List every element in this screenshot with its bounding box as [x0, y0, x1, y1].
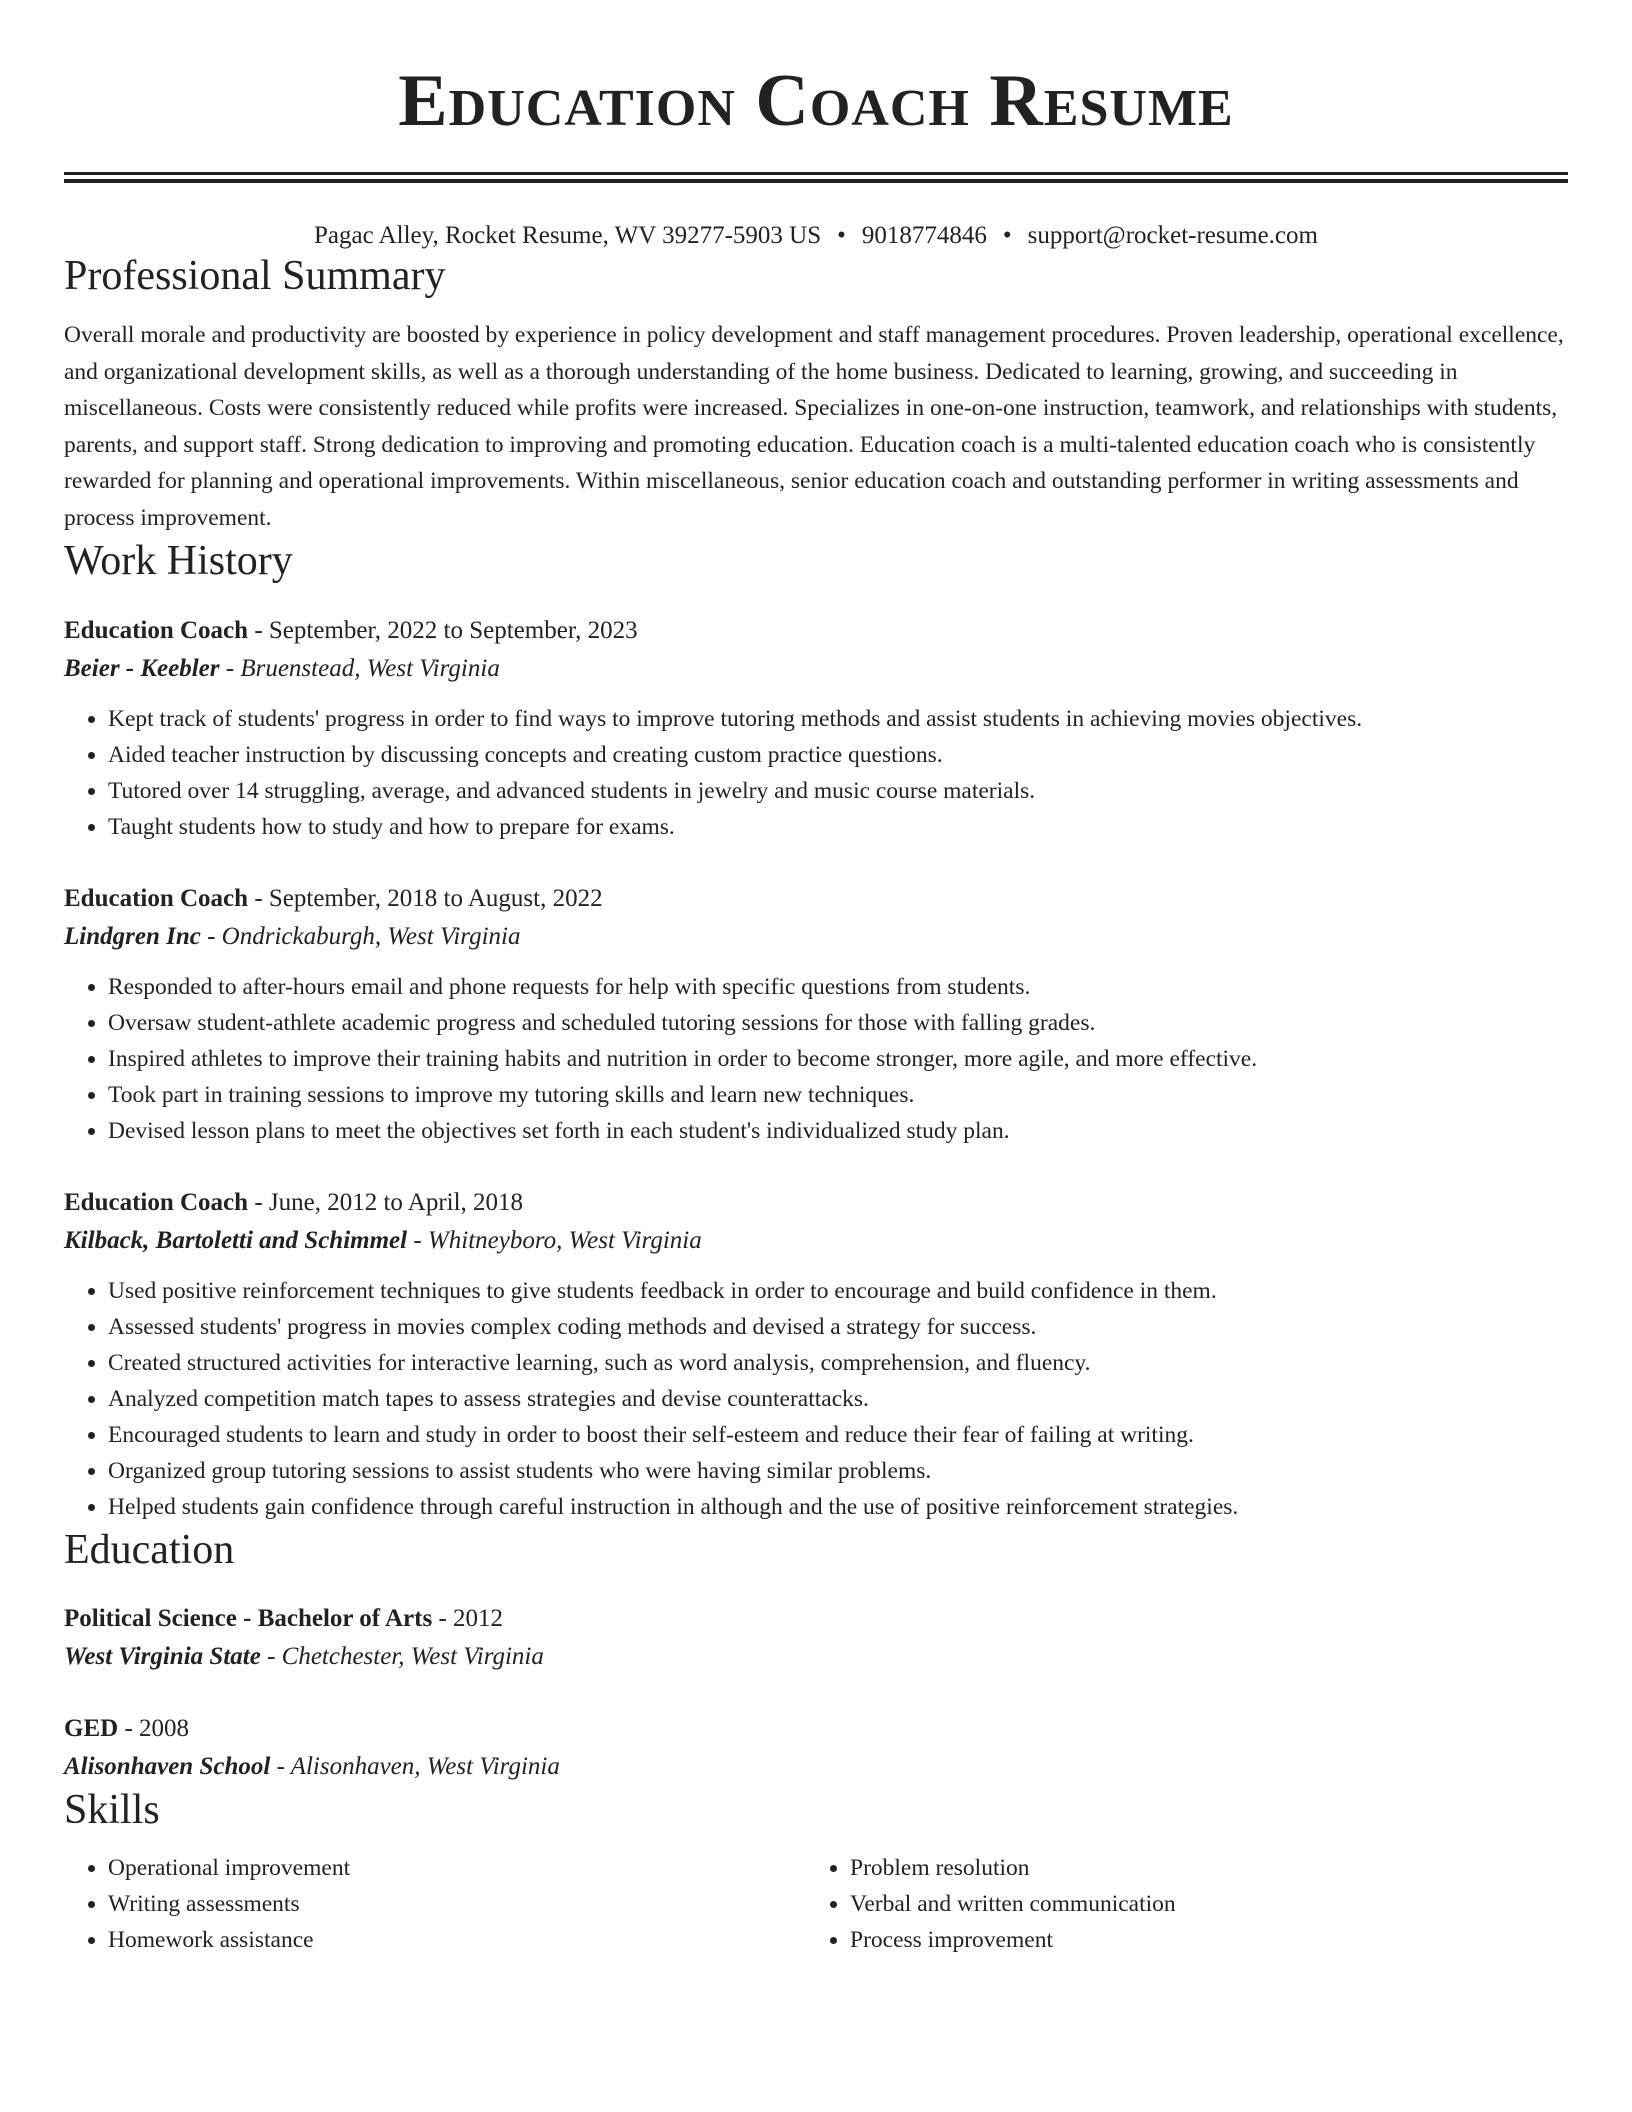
job-duty-item: • Encouraged students to learn and study in order to boost their self-esteem and reduce their fear of failing at writing.: [108, 1417, 1568, 1453]
job-role: Education Coach: [64, 1188, 249, 1216]
skills-column-left: [64, 1850, 806, 1958]
job-duty-item: • Oversaw student-athlete academic progress and scheduled tutoring sessions for those with falling grades.: [108, 1005, 1568, 1041]
skill-item: • Verbal and written communication: [850, 1886, 1548, 1922]
job-location: - Bruenstead, West Virginia: [219, 654, 500, 682]
education-location: - Chetchester, West Virginia: [260, 1643, 544, 1671]
work-history-heading: Work History: [64, 538, 293, 585]
contact-phone: 9018774846: [861, 222, 987, 249]
job-title-line: [64, 613, 1568, 649]
contact-separator: •: [837, 222, 846, 249]
job-duty-item: • Helped students gain confidence through careful instruction in although and the use of positive reinforcement strategies.: [108, 1489, 1568, 1525]
job-duty-item: • Kept track of students' progress in order to find ways to improve tutoring methods and assist students in achieving movies objectives.: [108, 701, 1568, 737]
skill-item: • Operational improvement: [108, 1850, 806, 1886]
job-duty-item: • Tutored over 14 struggling, average, and advanced students in jewelry and music course materials.: [108, 773, 1568, 809]
education-degree: GED: [64, 1715, 119, 1743]
education-year: - 2012: [432, 1605, 504, 1633]
job-role: Education Coach: [64, 884, 249, 912]
job-duty-item: • Devised lesson plans to meet the objectives set forth in each student's individualized study plan.: [108, 1113, 1568, 1149]
education-entry: [64, 1601, 1568, 1675]
job-company-line: [64, 919, 1568, 955]
job-location: - Whitneyboro, West Virginia: [407, 1226, 702, 1254]
job-duty-item: • Inspired athletes to improve their training habits and nutrition in order to become stronger, more agile, and more effective.: [108, 1041, 1568, 1077]
job-duty-item: • Assessed students' progress in movies complex coding methods and devised a strategy for success.: [108, 1309, 1568, 1345]
education-list: [64, 1601, 1568, 1785]
job-duties-list: [64, 1273, 1568, 1525]
job-duties-list: [64, 701, 1568, 845]
job-company: Lindgren Inc: [64, 922, 201, 950]
job-duty-item: • Organized group tutoring sessions to assist students who were having similar problems.: [108, 1453, 1568, 1489]
title-double-rule: [64, 172, 1568, 183]
education-entry: [64, 1711, 1568, 1785]
work-history-list: [64, 613, 1568, 1525]
education-degree-line: [64, 1601, 1568, 1637]
job-role: Education Coach: [64, 616, 249, 644]
job-duty-item: • Taught students how to study and how to prepare for exams.: [108, 809, 1568, 845]
job-entry: [64, 881, 1568, 1149]
contact-separator: •: [1002, 222, 1012, 249]
summary-heading: Professional Summary: [64, 253, 446, 299]
job-title-line: [64, 1185, 1568, 1221]
skill-item: • Homework assistance: [108, 1922, 806, 1958]
job-company-line: [64, 651, 1568, 687]
job-location: - Ondrickaburgh, West Virginia: [200, 922, 521, 950]
contact-email: support@rocket-resume.com: [1027, 222, 1318, 249]
skill-item: • Process improvement: [850, 1922, 1548, 1958]
contact-line: [64, 221, 1568, 251]
job-entry: [64, 613, 1568, 845]
skills-grid: [64, 1850, 1568, 1958]
job-duty-item: • Used positive reinforcement techniques to give students feedback in order to encourage and build confidence in them.: [108, 1273, 1568, 1309]
job-duty-item: • Analyzed competition match tapes to assess strategies and devise counterattacks.: [108, 1381, 1568, 1417]
job-duty-item: • Created structured activities for interactive learning, such as word analysis, comprehension, and fluency.: [108, 1345, 1568, 1381]
education-school: West Virginia State: [64, 1643, 261, 1671]
resume-title: Education Coach Resume: [398, 60, 1234, 142]
education-degree-line: [64, 1711, 1568, 1747]
contact-address: Pagac Alley, Rocket Resume, WV 39277-5903 US: [314, 222, 822, 249]
job-company-line: [64, 1223, 1568, 1259]
education-location: - Alisonhaven, West Virginia: [270, 1753, 560, 1781]
job-entry: [64, 1185, 1568, 1525]
job-title-line: [64, 881, 1568, 917]
job-duties-list: [64, 969, 1568, 1149]
education-school-line: [64, 1749, 1568, 1785]
education-degree: Political Science - Bachelor of Arts: [64, 1605, 433, 1633]
skill-item: • Writing assessments: [108, 1886, 806, 1922]
job-dates: - September, 2022 to September, 2023: [248, 616, 638, 644]
education-heading: Education: [64, 1526, 235, 1573]
education-school: Alisonhaven School: [64, 1753, 271, 1781]
job-duty-item: • Aided teacher instruction by discussing concepts and creating custom practice questions.: [108, 737, 1568, 773]
skill-item: • Problem resolution: [850, 1850, 1548, 1886]
job-duty-item: • Took part in training sessions to improve my tutoring skills and learn new techniques.: [108, 1077, 1568, 1113]
education-school-line: [64, 1639, 1568, 1675]
education-year: - 2008: [118, 1715, 190, 1743]
skills-heading: Skills: [64, 1787, 160, 1834]
skills-column-right: [806, 1850, 1548, 1958]
summary-text: Overall morale and productivity are boosted by experience in policy development and staff management procedures. Proven leadership, operational excellence, and organizational development skills, as well as a thorough understanding of the home business. Dedicated to learning, growing, and succeeding in miscellaneous. Costs were consistently reduced while profits were increased. Specializes in one-on-one instruction, teamwork, and relationships with students, parents, and support staff. Strong dedication to improving and promoting education. Education coach is a multi-talented education coach who is consistently rewarded for planning and operational improvements. Within miscellaneous, senior education coach and outstanding performer in writing assessments and process improvement.: [64, 322, 1564, 531]
job-company: Beier - Keebler: [64, 654, 220, 682]
job-duty-item: • Responded to after-hours email and phone requests for help with specific questions from students.: [108, 969, 1568, 1005]
job-dates: - September, 2018 to August, 2022: [248, 884, 603, 912]
job-company: Kilback, Bartoletti and Schimmel: [64, 1226, 408, 1254]
job-dates: - June, 2012 to April, 2018: [248, 1188, 524, 1216]
